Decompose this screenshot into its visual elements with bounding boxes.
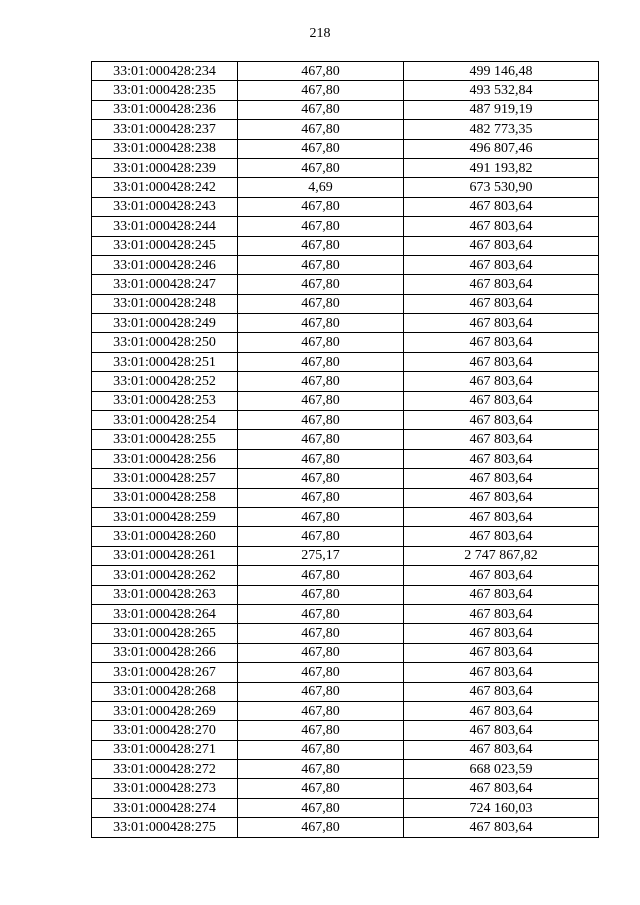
cadastral-value-cell: 668 023,59 <box>404 760 599 779</box>
table-row <box>92 120 599 139</box>
cadastral-value-cell: 499 146,48 <box>404 62 599 81</box>
area-cell: 467,80 <box>238 294 404 313</box>
cadastral-value-cell: 467 803,64 <box>404 643 599 662</box>
cadastral-value-cell: 467 803,64 <box>404 236 599 255</box>
table-row <box>92 294 599 313</box>
cadastral-value-cell: 491 193,82 <box>404 158 599 177</box>
cadastral-value-cell: 482 773,35 <box>404 120 599 139</box>
area-cell: 467,80 <box>238 62 404 81</box>
cadastral-value-cell: 467 803,64 <box>404 294 599 313</box>
area-cell: 467,80 <box>238 391 404 410</box>
cadastral-number-cell: 33:01:000428:244 <box>92 217 238 236</box>
cadastral-number-cell: 33:01:000428:275 <box>92 818 238 837</box>
cadastral-number-cell: 33:01:000428:247 <box>92 275 238 294</box>
table-row <box>92 760 599 779</box>
area-cell: 467,80 <box>238 158 404 177</box>
cadastral-number-cell: 33:01:000428:267 <box>92 663 238 682</box>
table-row <box>92 624 599 643</box>
table-row <box>92 701 599 720</box>
table-row <box>92 100 599 119</box>
cadastral-value-cell: 467 803,64 <box>404 527 599 546</box>
table-row <box>92 275 599 294</box>
table-row <box>92 507 599 526</box>
cadastral-value-cell: 467 803,64 <box>404 488 599 507</box>
cadastral-value-table <box>91 61 599 838</box>
table-row <box>92 178 599 197</box>
table-row <box>92 255 599 274</box>
area-cell: 467,80 <box>238 566 404 585</box>
cadastral-value-cell: 467 803,64 <box>404 217 599 236</box>
cadastral-number-cell: 33:01:000428:253 <box>92 391 238 410</box>
cadastral-value-cell: 467 803,64 <box>404 682 599 701</box>
table-row <box>92 740 599 759</box>
table-row <box>92 197 599 216</box>
area-cell: 467,80 <box>238 527 404 546</box>
cadastral-value-cell: 467 803,64 <box>404 411 599 430</box>
table-body <box>92 62 599 838</box>
cadastral-value-cell: 467 803,64 <box>404 818 599 837</box>
table-row <box>92 314 599 333</box>
cadastral-value-cell: 467 803,64 <box>404 585 599 604</box>
area-cell: 467,80 <box>238 197 404 216</box>
area-cell: 467,80 <box>238 721 404 740</box>
table-row <box>92 779 599 798</box>
table-row <box>92 818 599 837</box>
table-row <box>92 139 599 158</box>
area-cell: 467,80 <box>238 585 404 604</box>
area-cell: 467,80 <box>238 372 404 391</box>
cadastral-value-cell: 467 803,64 <box>404 352 599 371</box>
area-cell: 467,80 <box>238 643 404 662</box>
area-cell: 467,80 <box>238 352 404 371</box>
area-cell: 467,80 <box>238 663 404 682</box>
cadastral-number-cell: 33:01:000428:246 <box>92 255 238 274</box>
area-cell: 275,17 <box>238 546 404 565</box>
table-row <box>92 527 599 546</box>
cadastral-value-cell: 467 803,64 <box>404 469 599 488</box>
cadastral-number-cell: 33:01:000428:263 <box>92 585 238 604</box>
cadastral-value-cell: 467 803,64 <box>404 430 599 449</box>
cadastral-number-cell: 33:01:000428:273 <box>92 779 238 798</box>
table-row <box>92 798 599 817</box>
cadastral-number-cell: 33:01:000428:257 <box>92 469 238 488</box>
cadastral-value-cell: 493 532,84 <box>404 81 599 100</box>
table-row <box>92 158 599 177</box>
cadastral-value-cell: 467 803,64 <box>404 255 599 274</box>
cadastral-number-cell: 33:01:000428:272 <box>92 760 238 779</box>
table-row <box>92 449 599 468</box>
table-row <box>92 663 599 682</box>
cadastral-number-cell: 33:01:000428:255 <box>92 430 238 449</box>
cadastral-number-cell: 33:01:000428:261 <box>92 546 238 565</box>
cadastral-number-cell: 33:01:000428:236 <box>92 100 238 119</box>
table-row <box>92 236 599 255</box>
table-row <box>92 333 599 352</box>
cadastral-value-cell: 467 803,64 <box>404 663 599 682</box>
cadastral-value-cell: 467 803,64 <box>404 333 599 352</box>
cadastral-value-cell: 467 803,64 <box>404 721 599 740</box>
cadastral-number-cell: 33:01:000428:269 <box>92 701 238 720</box>
area-cell: 467,80 <box>238 120 404 139</box>
table-row <box>92 81 599 100</box>
area-cell: 467,80 <box>238 740 404 759</box>
area-cell: 467,80 <box>238 217 404 236</box>
area-cell: 467,80 <box>238 100 404 119</box>
area-cell: 4,69 <box>238 178 404 197</box>
cadastral-number-cell: 33:01:000428:243 <box>92 197 238 216</box>
table-row <box>92 682 599 701</box>
table-row <box>92 566 599 585</box>
cadastral-value-cell: 467 803,64 <box>404 566 599 585</box>
cadastral-value-cell: 467 803,64 <box>404 701 599 720</box>
table-row <box>92 643 599 662</box>
area-cell: 467,80 <box>238 507 404 526</box>
cadastral-number-cell: 33:01:000428:250 <box>92 333 238 352</box>
cadastral-number-cell: 33:01:000428:265 <box>92 624 238 643</box>
cadastral-value-cell: 467 803,64 <box>404 391 599 410</box>
cadastral-number-cell: 33:01:000428:245 <box>92 236 238 255</box>
cadastral-number-cell: 33:01:000428:237 <box>92 120 238 139</box>
table-row <box>92 372 599 391</box>
table-row <box>92 391 599 410</box>
page-number: 218 <box>309 26 331 41</box>
cadastral-number-cell: 33:01:000428:234 <box>92 62 238 81</box>
cadastral-number-cell: 33:01:000428:251 <box>92 352 238 371</box>
area-cell: 467,80 <box>238 236 404 255</box>
cadastral-number-cell: 33:01:000428:262 <box>92 566 238 585</box>
cadastral-value-cell: 724 160,03 <box>404 798 599 817</box>
cadastral-number-cell: 33:01:000428:235 <box>92 81 238 100</box>
table-row <box>92 585 599 604</box>
cadastral-number-cell: 33:01:000428:258 <box>92 488 238 507</box>
cadastral-value-cell: 467 803,64 <box>404 740 599 759</box>
area-cell: 467,80 <box>238 255 404 274</box>
table-row <box>92 430 599 449</box>
cadastral-number-cell: 33:01:000428:242 <box>92 178 238 197</box>
area-cell: 467,80 <box>238 139 404 158</box>
cadastral-value-cell: 467 803,64 <box>404 604 599 623</box>
area-cell: 467,80 <box>238 81 404 100</box>
cadastral-number-cell: 33:01:000428:238 <box>92 139 238 158</box>
area-cell: 467,80 <box>238 449 404 468</box>
area-cell: 467,80 <box>238 701 404 720</box>
cadastral-value-cell: 673 530,90 <box>404 178 599 197</box>
cadastral-number-cell: 33:01:000428:271 <box>92 740 238 759</box>
table-row <box>92 546 599 565</box>
cadastral-value-cell: 467 803,64 <box>404 449 599 468</box>
cadastral-number-cell: 33:01:000428:264 <box>92 604 238 623</box>
cadastral-value-cell: 467 803,64 <box>404 624 599 643</box>
table-row <box>92 721 599 740</box>
table-row <box>92 62 599 81</box>
area-cell: 467,80 <box>238 604 404 623</box>
cadastral-value-cell: 467 803,64 <box>404 779 599 798</box>
cadastral-number-cell: 33:01:000428:270 <box>92 721 238 740</box>
cadastral-number-cell: 33:01:000428:274 <box>92 798 238 817</box>
cadastral-number-cell: 33:01:000428:239 <box>92 158 238 177</box>
table-row <box>92 604 599 623</box>
area-cell: 467,80 <box>238 779 404 798</box>
cadastral-number-cell: 33:01:000428:256 <box>92 449 238 468</box>
table-row <box>92 352 599 371</box>
cadastral-number-cell: 33:01:000428:249 <box>92 314 238 333</box>
cadastral-value-cell: 496 807,46 <box>404 139 599 158</box>
area-cell: 467,80 <box>238 275 404 294</box>
cadastral-number-cell: 33:01:000428:260 <box>92 527 238 546</box>
cadastral-number-cell: 33:01:000428:266 <box>92 643 238 662</box>
cadastral-number-cell: 33:01:000428:268 <box>92 682 238 701</box>
area-cell: 467,80 <box>238 760 404 779</box>
cadastral-value-cell: 467 803,64 <box>404 275 599 294</box>
table-row <box>92 469 599 488</box>
cadastral-number-cell: 33:01:000428:259 <box>92 507 238 526</box>
cadastral-value-cell: 467 803,64 <box>404 372 599 391</box>
cadastral-number-cell: 33:01:000428:252 <box>92 372 238 391</box>
area-cell: 467,80 <box>238 798 404 817</box>
cadastral-value-cell: 2 747 867,82 <box>404 546 599 565</box>
area-cell: 467,80 <box>238 430 404 449</box>
area-cell: 467,80 <box>238 411 404 430</box>
cadastral-value-cell: 487 919,19 <box>404 100 599 119</box>
area-cell: 467,80 <box>238 488 404 507</box>
cadastral-value-cell: 467 803,64 <box>404 507 599 526</box>
table-row <box>92 488 599 507</box>
cadastral-number-cell: 33:01:000428:248 <box>92 294 238 313</box>
table-row <box>92 411 599 430</box>
table-row <box>92 217 599 236</box>
area-cell: 467,80 <box>238 682 404 701</box>
cadastral-value-cell: 467 803,64 <box>404 314 599 333</box>
area-cell: 467,80 <box>238 469 404 488</box>
area-cell: 467,80 <box>238 624 404 643</box>
cadastral-value-cell: 467 803,64 <box>404 197 599 216</box>
area-cell: 467,80 <box>238 314 404 333</box>
area-cell: 467,80 <box>238 818 404 837</box>
area-cell: 467,80 <box>238 333 404 352</box>
cadastral-number-cell: 33:01:000428:254 <box>92 411 238 430</box>
